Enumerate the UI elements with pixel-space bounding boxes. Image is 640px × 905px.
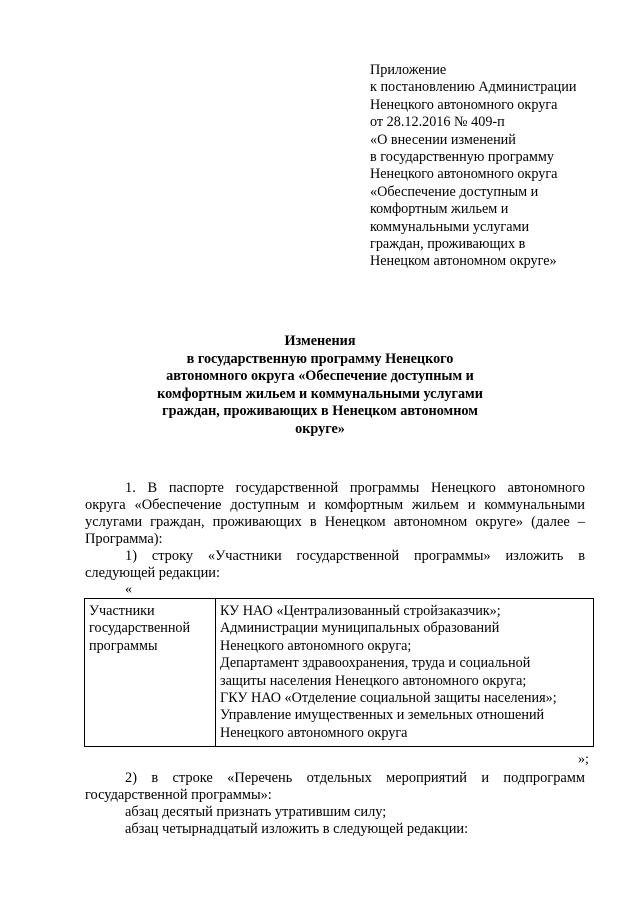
appendix-line: Приложение — [370, 62, 447, 78]
appendix-line: коммунальными услугами — [370, 218, 530, 235]
paragraph-2-line: 1) строку «Участники государственной программы» изложить в — [125, 548, 585, 564]
paragraph-3-line: государственной программы»: — [85, 787, 272, 803]
title-line: граждан, проживающих в Ненецком автономном — [162, 403, 478, 420]
appendix-line: Ненецкого автономного округа — [370, 96, 558, 113]
title-line: комфортным жильем и коммунальными услугами — [157, 385, 483, 402]
appendix-line: к постановлению Администрации — [370, 79, 577, 96]
appendix-line: в государственную программу — [370, 149, 554, 166]
table-content-line: Департамент здравоохранения, труда и социальной — [220, 655, 531, 672]
table-content-line: защиты населения Ненецкого автономного округа; — [220, 672, 527, 689]
table-label-cell — [85, 599, 216, 747]
amendment-table — [84, 598, 594, 747]
title-line: автономного округа «Обеспечение доступным и — [166, 368, 474, 385]
paragraph-4: абзац десятый признать утратившим силу; — [125, 804, 387, 820]
table-content-line: Ненецкого автономного округа — [220, 724, 408, 741]
table-row — [85, 599, 594, 747]
paragraph-1-line: услугами граждан, проживающих в Ненецком автономном округе» (далее – — [85, 514, 585, 530]
paragraph-1-line: округа «Обеспечение доступным и комфортным жильем и коммунальными — [85, 497, 585, 513]
document-title — [0, 333, 640, 439]
title-line: округе» — [295, 420, 345, 437]
quote-close: »; — [578, 752, 589, 767]
appendix-line: «Обеспечение доступным и — [370, 183, 539, 200]
appendix-line: Ненецком автономном округе» — [370, 253, 557, 270]
title-line: Изменения — [284, 333, 356, 349]
appendix-line: от 28.12.2016 № 409-п — [370, 114, 505, 131]
paragraph-3-line: 2) в строке «Перечень отдельных мероприятий и подпрограмм — [125, 770, 585, 786]
table-content-line: Ненецкого автономного округа; — [220, 637, 412, 654]
quote-open: « — [125, 582, 132, 597]
table-content-line: Управление имущественных и земельных отношений — [220, 707, 545, 724]
table-content-cell — [216, 599, 594, 747]
table-label: Участники государственной программы — [89, 603, 191, 654]
table-content-line: КУ НАО «Централизованный стройзаказчик»; — [220, 603, 501, 619]
appendix-line: граждан, проживающих в — [370, 236, 526, 253]
paragraph-1-line: Программа): — [85, 531, 163, 547]
title-line: в государственную программу Ненецкого — [186, 350, 454, 367]
table-content-line: ГКУ НАО «Отделение социальной защиты населения»; — [220, 690, 557, 707]
appendix-line: комфортным жильем и — [370, 201, 509, 218]
paragraph-1-line: 1. В паспорте государственной программы Ненецкого автономного — [125, 480, 585, 496]
appendix-line: «О внесении изменений — [370, 131, 516, 148]
table-content-line: Администрации муниципальных образований — [220, 620, 500, 637]
paragraph-5: абзац четырнадцатый изложить в следующей редакции: — [125, 821, 469, 837]
appendix-line: Ненецкого автономного округа — [370, 166, 558, 183]
paragraph-2-line: следующей редакции: — [85, 565, 220, 581]
appendix-header — [370, 62, 576, 271]
